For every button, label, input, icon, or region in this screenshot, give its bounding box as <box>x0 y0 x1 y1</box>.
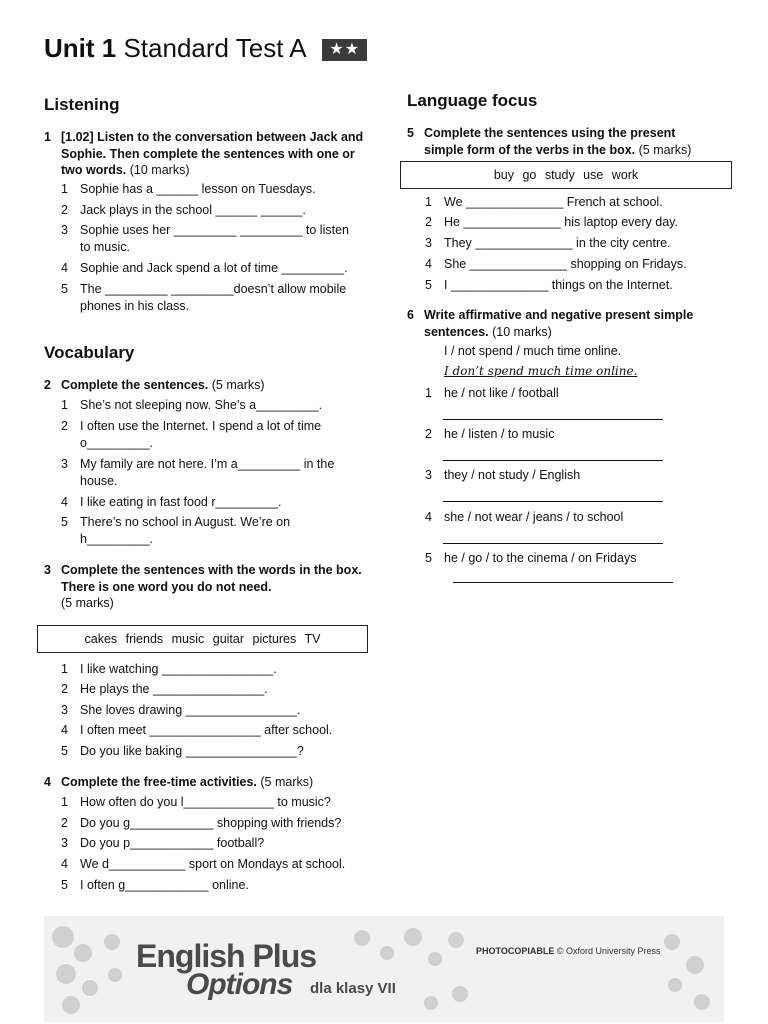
list-item: 4 I like eating in fast food r_________. <box>61 495 282 509</box>
list-item: 2 Jack plays in the school ______ ______. <box>61 203 306 217</box>
list-item: 3 They ______________ in the city centre. <box>425 236 671 250</box>
list-item: 3 Do you p____________ football? <box>61 836 265 850</box>
question-number: 1 <box>44 130 51 144</box>
list-item: 2 I often use the Internet. I spend a lot of time o_________. <box>61 419 325 450</box>
question-2: 2 Complete the sentences. (5 marks) <box>44 378 265 392</box>
list-item: 4 We d___________ sport on Mondays at school. <box>61 857 346 871</box>
question-marks: (10 marks) <box>129 163 190 177</box>
example-answer: I don’t spend much time online. <box>444 364 638 378</box>
answer-line <box>443 419 663 420</box>
list-item: 5 The _________ _________doesn’t allow mobile phones in his class. <box>61 282 350 313</box>
footer-banner <box>44 916 724 1022</box>
vocabulary-heading: Vocabulary <box>44 343 135 362</box>
test-title: Standard Test A <box>123 33 306 63</box>
brand-logo-line2: Options <box>186 968 293 1001</box>
list-item: 3 Sophie uses her _________ _________ to listen to music. <box>61 223 353 254</box>
language-focus-heading: Language focus <box>407 91 538 110</box>
list-item: 2 he / listen / to music <box>425 427 555 441</box>
list-item: 4 Sophie and Jack spend a lot of time _________. <box>61 261 348 275</box>
difficulty-stars: ★★ <box>322 39 367 61</box>
list-item: 2 He plays the ________________. <box>61 682 268 696</box>
list-item: 5 I ______________ things on the Internet. <box>425 278 673 292</box>
verb-box: buy go study use work <box>400 161 732 189</box>
list-item: 5 There’s no school in August. We’re on h_________. <box>61 515 294 546</box>
list-item: 3 My family are not here. I’m a_________ in the house. <box>61 457 338 488</box>
list-item: 5 I often g____________ online. <box>61 878 249 892</box>
copyright-notice: PHOTOCOPIABLE © Oxford University Press <box>476 946 661 956</box>
question-5: 5 Complete the sentences using the present simple form of the verbs in the box. (5 marks) <box>407 126 692 157</box>
answer-line <box>443 460 663 461</box>
list-item: 1 She’s not sleeping now. She’s a_________. <box>61 398 323 412</box>
brand-logo-line3: dla klasy VII <box>310 980 396 997</box>
list-item: 2 Do you g____________ shopping with friends? <box>61 816 342 830</box>
listening-heading: Listening <box>44 95 120 114</box>
brand-logo-line1: English Plus <box>136 938 317 974</box>
answer-line <box>443 501 663 502</box>
answer-line <box>453 582 673 583</box>
list-item: 1 We ______________ French at school. <box>425 195 663 209</box>
example-prompt: I / not spend / much time online. <box>444 344 622 358</box>
question-instruction: [1.02] Listen to the conversation between Jack and Sophie. Then complete the sentences with one or two words. <box>61 130 364 177</box>
list-item: 4 she / not wear / jeans / to school <box>425 510 624 524</box>
list-item: 4 She ______________ shopping on Fridays. <box>425 257 687 271</box>
answer-line <box>443 543 663 544</box>
list-item: 3 they / not study / English <box>425 468 581 482</box>
list-item: 1 How often do you l_____________ to music? <box>61 795 331 809</box>
question-1 <box>44 129 364 179</box>
list-item: 2 He ______________ his laptop every day. <box>425 215 678 229</box>
list-item: 1 Sophie has a ______ lesson on Tuesdays. <box>61 182 316 196</box>
list-item: 3 She loves drawing ________________. <box>61 703 301 717</box>
question-3: 3 Complete the sentences with the words in the box. There is one word you do not need. (5 marks) <box>44 563 362 610</box>
unit-label: Unit 1 <box>44 33 117 63</box>
question-6: 6 Write affirmative and negative present simple sentences. (10 marks) <box>407 308 694 339</box>
list-item: 1 I like watching ________________. <box>61 662 277 676</box>
word-box: cakes friends music guitar pictures TV <box>37 625 368 653</box>
list-item: 1 he / not like / football <box>425 386 559 400</box>
page-title <box>44 33 367 64</box>
question-4: 4 Complete the free-time activities. (5 marks) <box>44 775 314 789</box>
list-item: 5 Do you like baking ________________? <box>61 744 304 758</box>
list-item: 4 I often meet ________________ after school. <box>61 723 333 737</box>
list-item: 5 he / go / to the cinema / on Fridays <box>425 551 637 565</box>
